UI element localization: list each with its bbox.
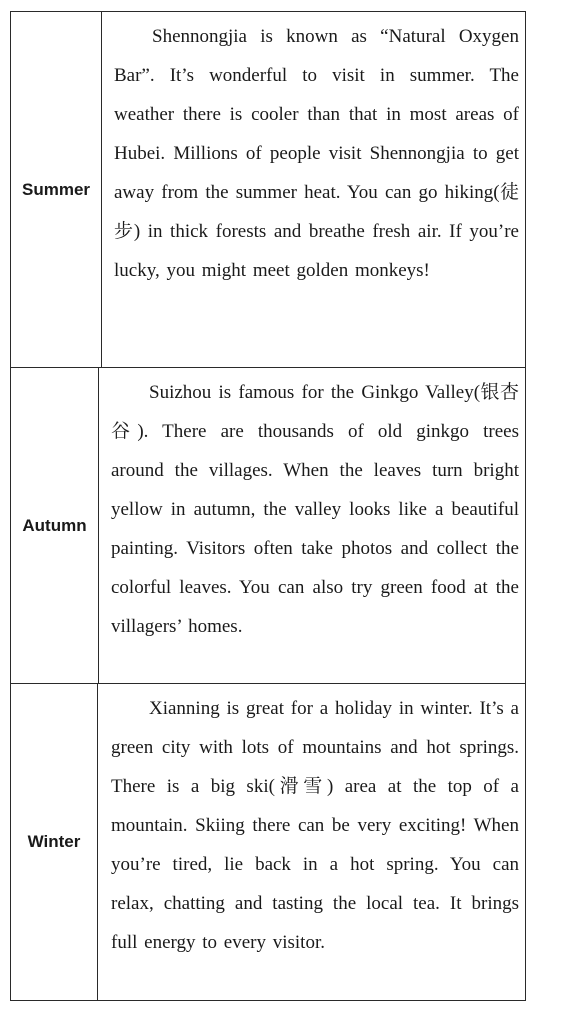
season-label: Winter: [11, 684, 98, 1000]
table-row-winter: [11, 684, 525, 1000]
season-table: [10, 11, 526, 1001]
table-row-summer: [11, 12, 525, 368]
season-label: Autumn: [11, 368, 99, 683]
passage-text: Shennongjia is known as “Natural Oxygen Bar”. It’s wonderful to visit in summer. The weather there is cooler than that in most areas of Hubei. Millions of people visit Shennongjia to get away from the summer heat. You can go hiking(徒步) in thick forests and breathe fresh air. If you’re lucky, you might meet golden monkeys!: [114, 26, 519, 281]
table-row-autumn: [11, 368, 525, 684]
passage-text: Xianning is great for a holiday in winter. It’s a green city with lots of mountains and hot springs. There is a big ski(滑雪) area at the top of a mountain. Skiing there can be very exciting! When you’re tired, lie back in a hot spring. You can relax, chatting and tasting the local tea. It brings full energy to every visitor.: [111, 698, 519, 953]
season-label: Summer: [11, 12, 102, 367]
passage-text: Suizhou is famous for the Ginkgo Valley(银杏谷). There are thousands of old ginkgo trees around the villages. When the leaves turn bright yellow in autumn, the valley looks like a beautiful painting. Visitors often take photos and collect the colorful leaves. You can also try green food at the villagers’ homes.: [111, 382, 519, 637]
